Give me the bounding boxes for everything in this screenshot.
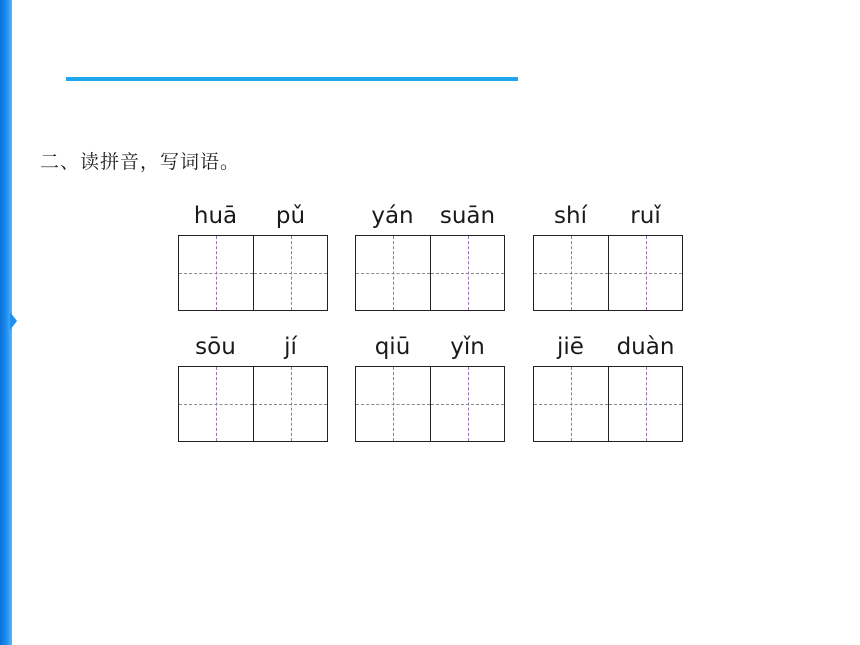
writing-cell[interactable] — [253, 367, 327, 441]
writing-grid — [355, 366, 505, 442]
pinyin-row — [355, 199, 505, 235]
left-accent-notch — [10, 312, 17, 330]
pinyin-syllable: suān — [439, 203, 496, 229]
pinyin-syllable: yǐn — [450, 334, 485, 360]
writing-cell[interactable] — [179, 367, 253, 441]
pinyin-syllable: duàn — [616, 334, 675, 360]
question-title: 二、读拼音，写词语。 — [40, 151, 241, 173]
writing-cell[interactable] — [534, 236, 608, 310]
pinyin-syllable: ruǐ — [630, 203, 661, 229]
writing-grid — [178, 366, 328, 442]
writing-cell[interactable] — [253, 236, 327, 310]
writing-cell[interactable] — [534, 367, 608, 441]
writing-grid — [533, 366, 683, 442]
pinyin-syllable: pǔ — [275, 203, 306, 229]
pinyin-row — [178, 199, 328, 235]
word-item-hua-pu — [178, 199, 328, 311]
writing-cell[interactable] — [430, 367, 504, 441]
writing-cell[interactable] — [430, 236, 504, 310]
writing-cell[interactable] — [608, 367, 682, 441]
writing-grid — [533, 235, 683, 311]
pinyin-syllable: huā — [193, 203, 238, 229]
pinyin-syllable: jí — [284, 334, 297, 360]
writing-grid — [178, 235, 328, 311]
pinyin-row — [355, 330, 505, 366]
word-item-jie-duan — [533, 330, 683, 442]
writing-cell[interactable] — [356, 236, 430, 310]
writing-grid — [355, 235, 505, 311]
word-item-yan-suan — [355, 199, 505, 311]
pinyin-syllable: sōu — [195, 334, 236, 360]
pinyin-row — [178, 330, 328, 366]
word-item-shi-rui — [533, 199, 683, 311]
writing-cell[interactable] — [608, 236, 682, 310]
writing-cell[interactable] — [179, 236, 253, 310]
pinyin-row — [533, 330, 683, 366]
pinyin-syllable: jiē — [557, 334, 584, 360]
header-underline — [66, 77, 518, 81]
pinyin-syllable: qiū — [374, 334, 411, 360]
writing-cell[interactable] — [356, 367, 430, 441]
word-item-sou-ji — [178, 330, 328, 442]
pinyin-syllable: yán — [371, 203, 414, 229]
pinyin-row — [533, 199, 683, 235]
word-item-qiu-yin — [355, 330, 505, 442]
pinyin-syllable: shí — [554, 203, 587, 229]
